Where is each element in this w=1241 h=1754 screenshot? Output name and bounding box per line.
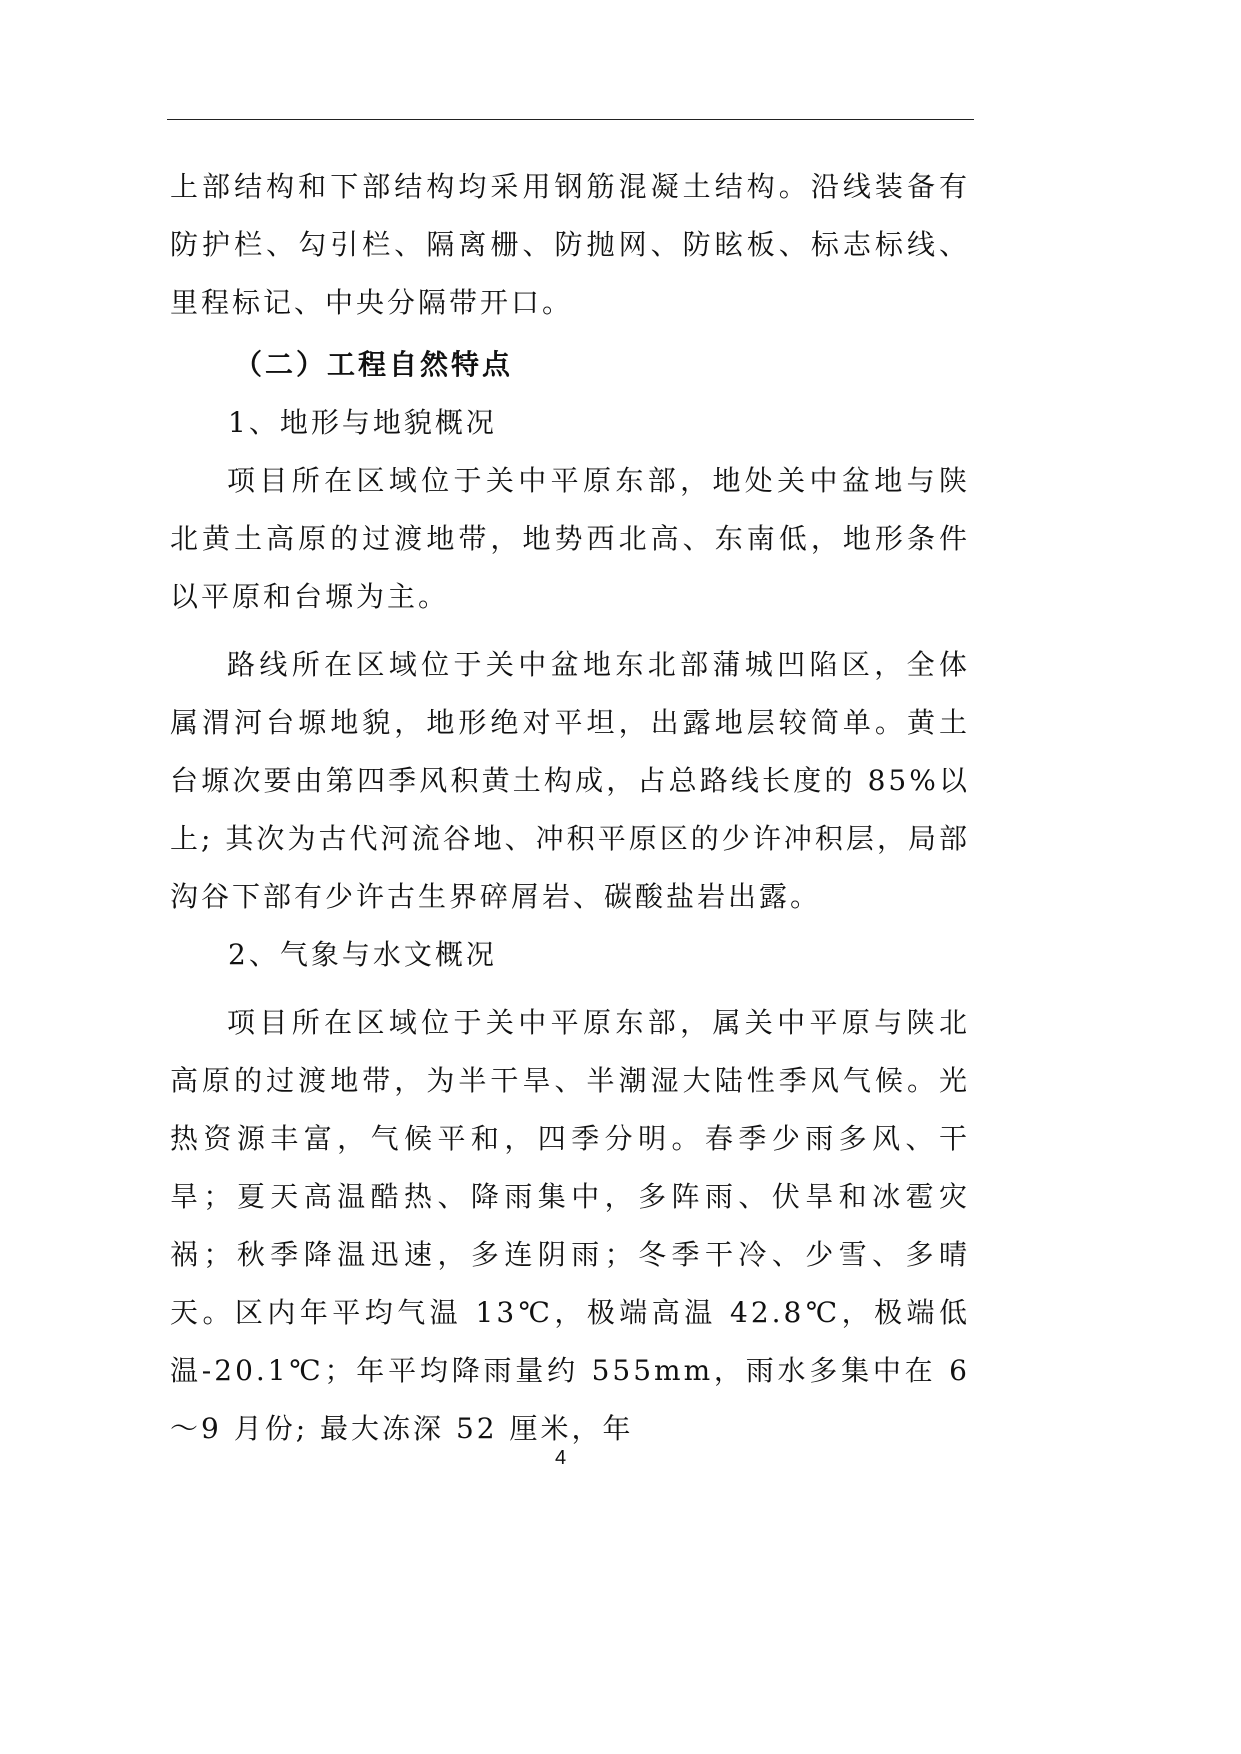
section-heading: （二）工程自然特点 bbox=[234, 348, 514, 381]
document-body bbox=[170, 158, 970, 1458]
page-number: 4 bbox=[554, 1447, 567, 1469]
paragraph-route-geology: 路线所在区域位于关中盆地东北部蒲城凹陷区，全体属渭河台塬地貌，地形绝对平坦，出露地层较简单。黄土台塬次要由第四季风积黄土构成，占总路线长度的 85%以上; 其次为古代河流谷地、冲积平原区的少许冲积层，局部沟谷下部有少许古生界碎屑岩、碳酸盐岩出露。 bbox=[170, 648, 970, 913]
subsection-heading-terrain: 1、地形与地貌概况 bbox=[228, 406, 497, 439]
subsection-heading-climate: 2、气象与水文概况 bbox=[228, 938, 497, 971]
paragraph-structure: 上部结构和下部结构均采用钢筋混凝土结构。沿线装备有防护栏、勾引栏、隔离栅、防抛网、防眩板、标志标线、里程标记、中央分隔带开口。 bbox=[170, 170, 970, 319]
paragraph-terrain-overview: 项目所在区域位于关中平原东部，地处关中盆地与陕北黄土高原的过渡地带，地势西北高、东南低，地形条件以平原和台塬为主。 bbox=[170, 464, 970, 613]
header-rule bbox=[167, 119, 974, 120]
paragraph-climate: 项目所在区域位于关中平原东部，属关中平原与陕北高原的过渡地带，为半干旱、半潮湿大陆性季风气候。光热资源丰富，气候平和，四季分明。春季少雨多风、干旱；夏天高温酷热、降雨集中，多阵雨、伏旱和冰雹灾祸；秋季降温迅速，多连阴雨；冬季干冷、少雪、多晴天。区内年平均气温 13℃，极端高温 42.8℃，极端低温-20.1℃；年平均降雨量约 555mm，雨水多集中在 6～9 月份; 最大冻深 52 厘米，年 bbox=[170, 1006, 970, 1445]
